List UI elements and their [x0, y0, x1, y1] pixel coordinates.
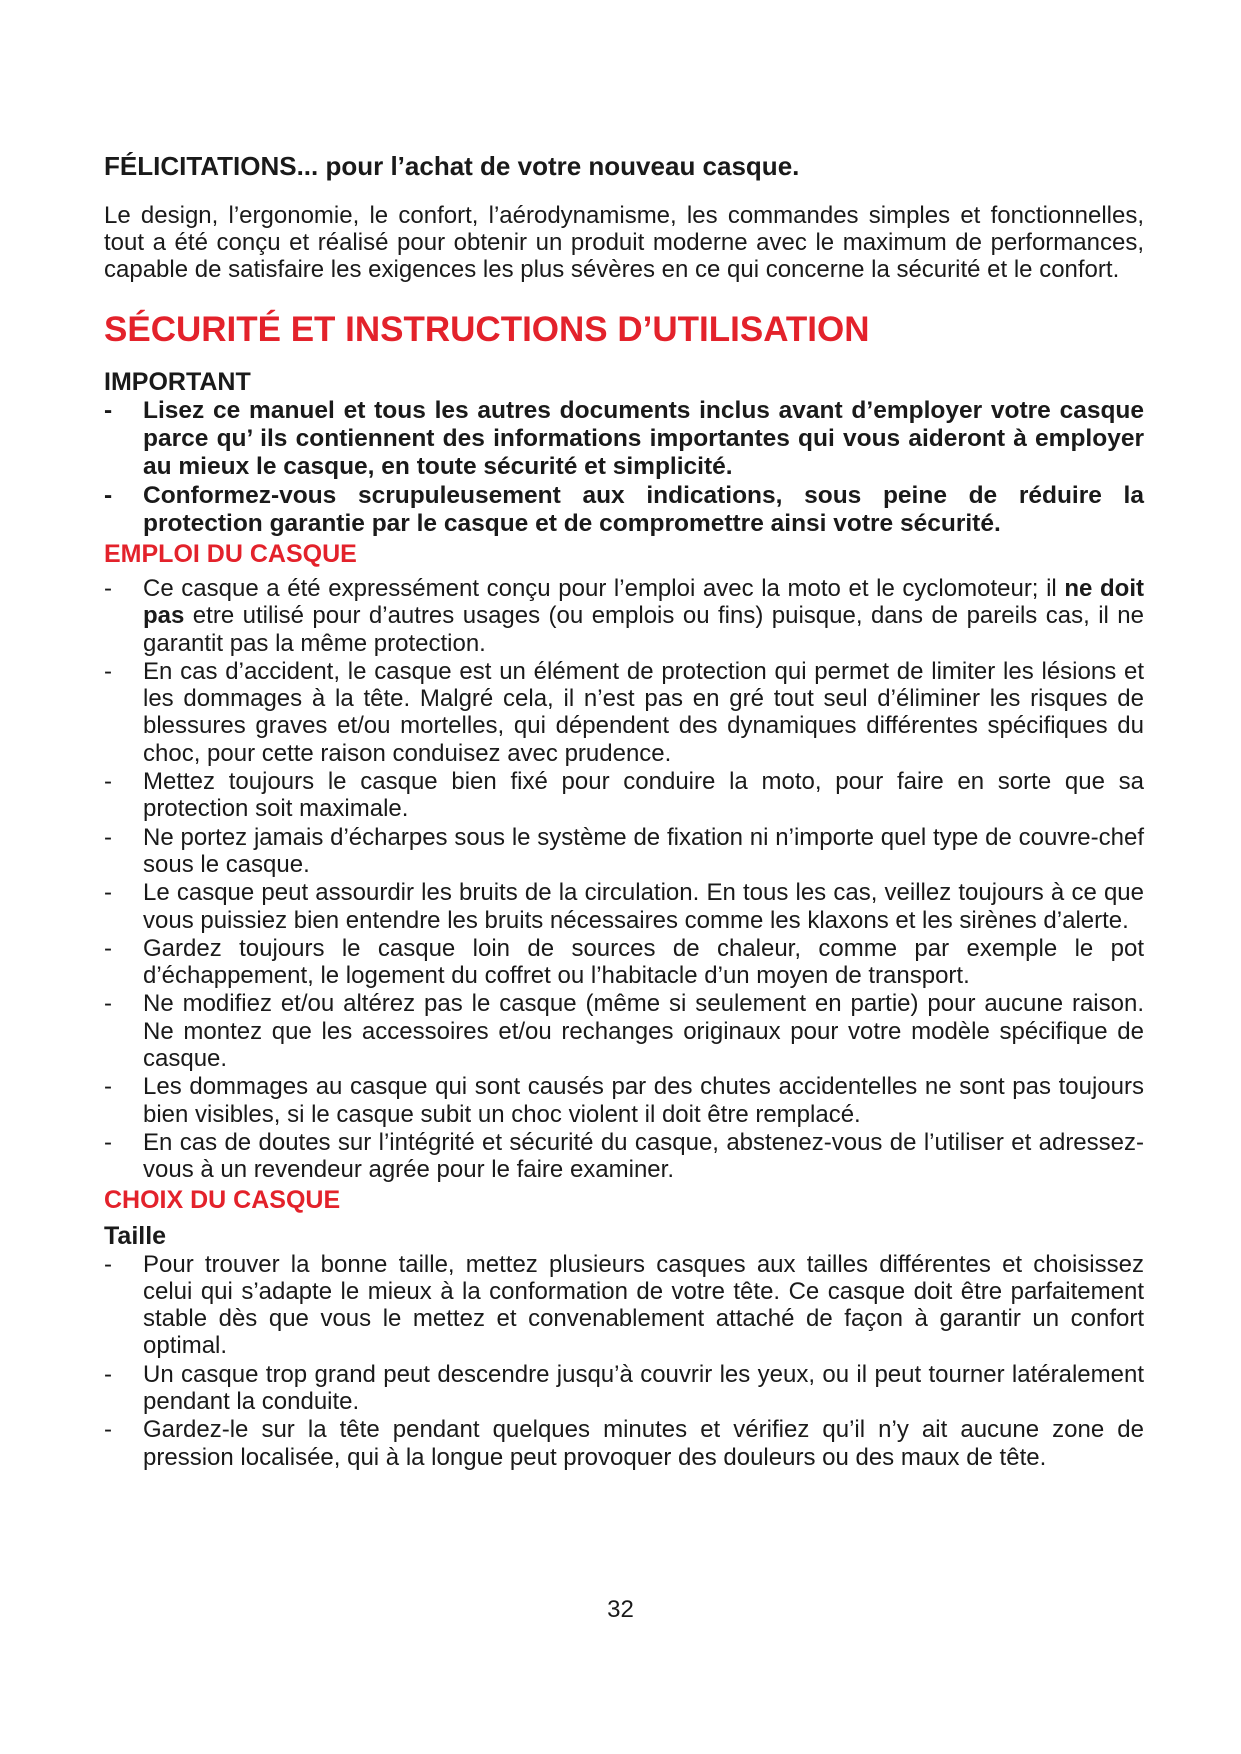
emploi-item: - Gardez toujours le casque loin de sources de chaleur, comme par exemple le pot d’échappement, le logement du coffret ou l’habitacle d’un moyen de transport.: [104, 935, 1144, 990]
emploi-item: - Mettez toujours le casque bien fixé pour conduire la moto, pour faire en sorte que sa protection soit maximale.: [104, 768, 1144, 823]
emploi-heading: EMPLOI DU CASQUE: [104, 540, 357, 568]
taille-list: [104, 1251, 1144, 1471]
intro-paragraph: Le design, l’ergonomie, le confort, l’aérodynamisme, les commandes simples et fonctionnelles, tout a été conçu et réalisé pour obtenir un produit moderne avec le maximum de performances, capable de satisfaire les exigences les plus sévères en ce qui concerne la sécurité et le confort.: [104, 202, 1144, 283]
emploi-item: - En cas de doutes sur l’intégrité et sécurité du casque, abstenez-vous de l’utiliser et adressez-vous à un revendeur agrée pour le faire examiner.: [104, 1129, 1144, 1184]
emploi-item: - Ne modifiez et/ou altérez pas le casque (même si seulement en partie) pour aucune raison. Ne montez que les accessoires et/ou rechanges originaux pour votre modèle spécifique de casque.: [104, 990, 1144, 1072]
important-item: - Lisez ce manuel et tous les autres documents inclus avant d’employer votre casque parce qu’ ils contiennent des informations importantes qui vous aideront à employer au mieux le casque, en toute sécurité et simplicité.: [104, 397, 1144, 481]
choix-heading: CHOIX DU CASQUE: [104, 1185, 341, 1214]
taille-heading: Taille: [104, 1221, 167, 1250]
emploi-item-text: etre utilisé pour d’autres usages (ou emplois ou fins) puisque, dans de pareils cas, il ne garantit pas la même protection.: [143, 602, 1144, 657]
emploi-item-emphasis: ne doit pas: [143, 575, 1144, 630]
important-item: - Conformez-vous scrupuleusement aux indications, sous peine de réduire la protection garantie par le casque et de compromettre ainsi votre sécurité.: [104, 482, 1144, 538]
manual-page: [104, 150, 1144, 1472]
emploi-list: [104, 575, 1144, 1184]
important-heading: IMPORTANT: [104, 368, 251, 396]
taille-item: - Gardez-le sur la tête pendant quelques minutes et vérifiez qu’il n’y ait aucune zone de pression localisée, qui à la longue peut provoquer des douleurs ou des maux de tête.: [104, 1416, 1144, 1471]
taille-item: - Pour trouver la bonne taille, mettez plusieurs casques aux tailles différentes et choisissez celui qui s’adapte le mieux à la conformation de votre tête. Ce casque doit être parfaitement stable dès que vous le mettez et convenablement attaché de façon à garantir un confort optimal.: [104, 1251, 1144, 1360]
intro-title: FÉLICITATIONS... pour l’achat de votre nouveau casque.: [104, 151, 800, 181]
emploi-item: [104, 575, 1144, 657]
important-list: [104, 397, 1144, 538]
taille-item: - Un casque trop grand peut descendre jusqu’à couvrir les yeux, ou il peut tourner latéralement pendant la conduite.: [104, 1361, 1144, 1416]
security-section-title: SÉCURITÉ ET INSTRUCTIONS D’UTILISATION: [104, 310, 870, 349]
emploi-item: - En cas d’accident, le casque est un élément de protection qui permet de limiter les lésions et les dommages à la tête. Malgré cela, il n’est pas en gré tout seul d’éliminer les risques de blessures graves et/ou mortelles, qui dépendent des dynamiques différentes spécifiques du choc, pour cette raison conduisez avec prudence.: [104, 658, 1144, 767]
page-number: 32: [607, 1596, 634, 1623]
emploi-item: - Les dommages au casque qui sont causés par des chutes accidentelles ne sont pas toujours bien visibles, si le casque subit un choc violent il doit être remplacé.: [104, 1073, 1144, 1128]
emploi-item: - Le casque peut assourdir les bruits de la circulation. En tous les cas, veillez toujours à ce que vous puissiez bien entendre les bruits nécessaires comme les klaxons et les sirènes d’alerte.: [104, 879, 1144, 934]
emploi-item: - Ne portez jamais d’écharpes sous le système de fixation ni n’importe quel type de couvre-chef sous le casque.: [104, 824, 1144, 879]
emploi-item-text: Ce casque a été expressément conçu pour l’emploi avec la moto et le cyclomoteur; il: [143, 575, 1065, 602]
